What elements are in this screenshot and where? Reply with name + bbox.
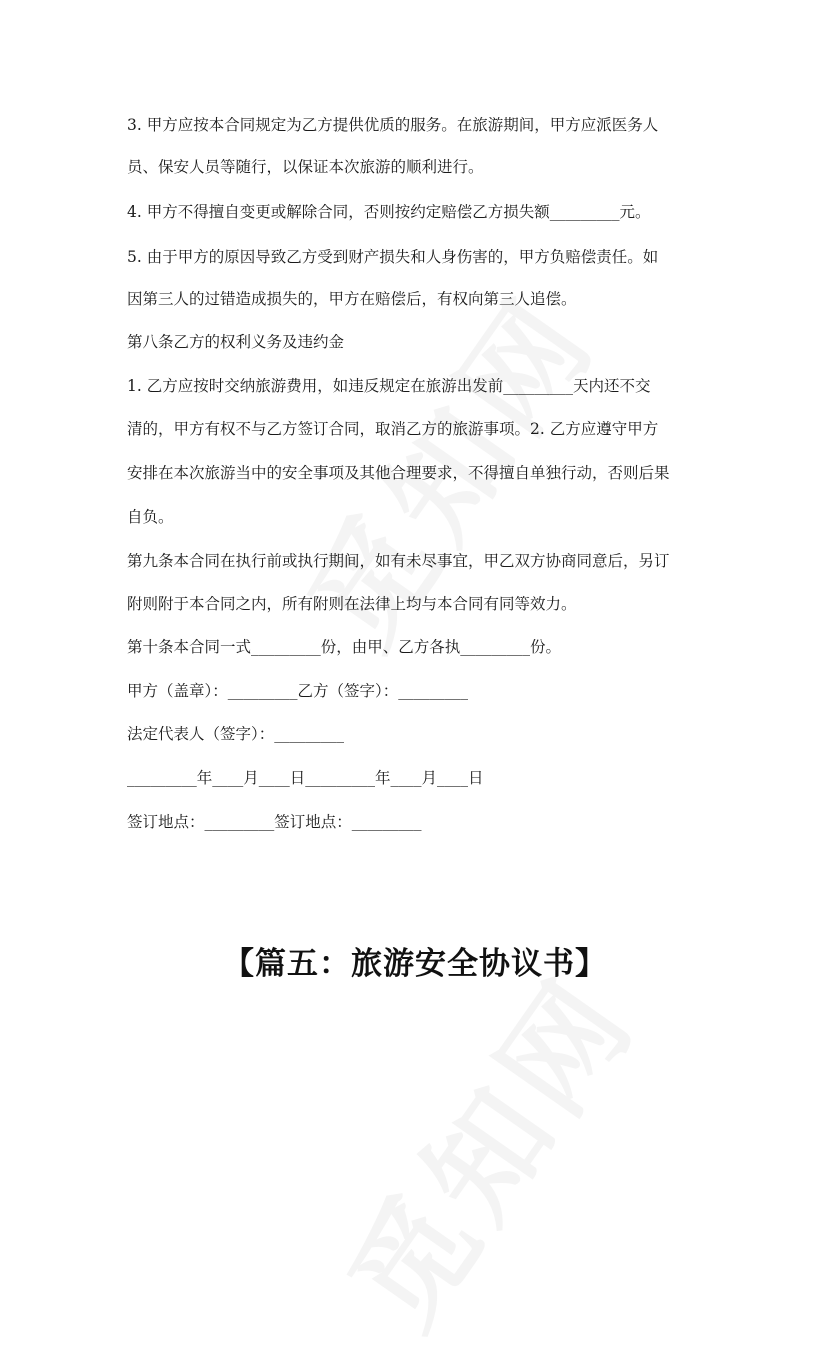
- clause-3-line-2: 员、保安人员等随行，以保证本次旅游的顺利进行。: [127, 158, 484, 176]
- clause-5-line-1: 5. 由于甲方的原因导致乙方受到财产损失和人身伤害的，甲方负赔偿责任。如: [127, 248, 659, 266]
- article-10: 第十条本合同一式_________份，由甲、乙方各执_________份。: [127, 638, 562, 656]
- section-title: 【篇五：旅游安全协议书】: [223, 946, 607, 982]
- clause-5-line-2: 因第三人的过错造成损失的，甲方在赔偿后，有权向第三人追偿。: [127, 290, 577, 308]
- article-8-para-line-1: 1. 乙方应按时交纳旅游费用，如违反规定在旅游出发前_________天内还不交: [127, 377, 651, 395]
- clause-4: 4. 甲方不得擅自变更或解除合同，否则按约定赔偿乙方损失额_________元。: [127, 203, 651, 221]
- legal-representative: 法定代表人（签字）：_________: [127, 725, 345, 743]
- signing-places: 签订地点：_________签订地点：_________: [127, 813, 422, 831]
- article-8-para-line-3: 安排在本次旅游当中的安全事项及其他合理要求，不得擅自单独行动，否则后果: [127, 464, 670, 482]
- article-8-heading: 第八条乙方的权利义务及违约金: [127, 333, 345, 351]
- article-9-line-2: 附则附于本合同之内，所有附则在法律上均与本合同有同等效力。: [127, 595, 577, 613]
- signing-dates: _________年____月____日_________年____月____日: [127, 769, 484, 787]
- article-8-para-line-2: 清的，甲方有权不与乙方签订合同，取消乙方的旅游事项。2. 乙方应遵守甲方: [127, 420, 659, 438]
- article-9-line-1: 第九条本合同在执行前或执行期间，如有未尽事宜，甲乙双方协商同意后，另订: [127, 552, 670, 570]
- clause-3-line-1: 3. 甲方应按本合同规定为乙方提供优质的服务。在旅游期间，甲方应派医务人: [127, 116, 659, 134]
- article-8-para-line-4: 自负。: [127, 508, 174, 526]
- watermark: [303, 937, 668, 1355]
- signature-parties: 甲方（盖章）：_________乙方（签字）：_________: [127, 682, 469, 700]
